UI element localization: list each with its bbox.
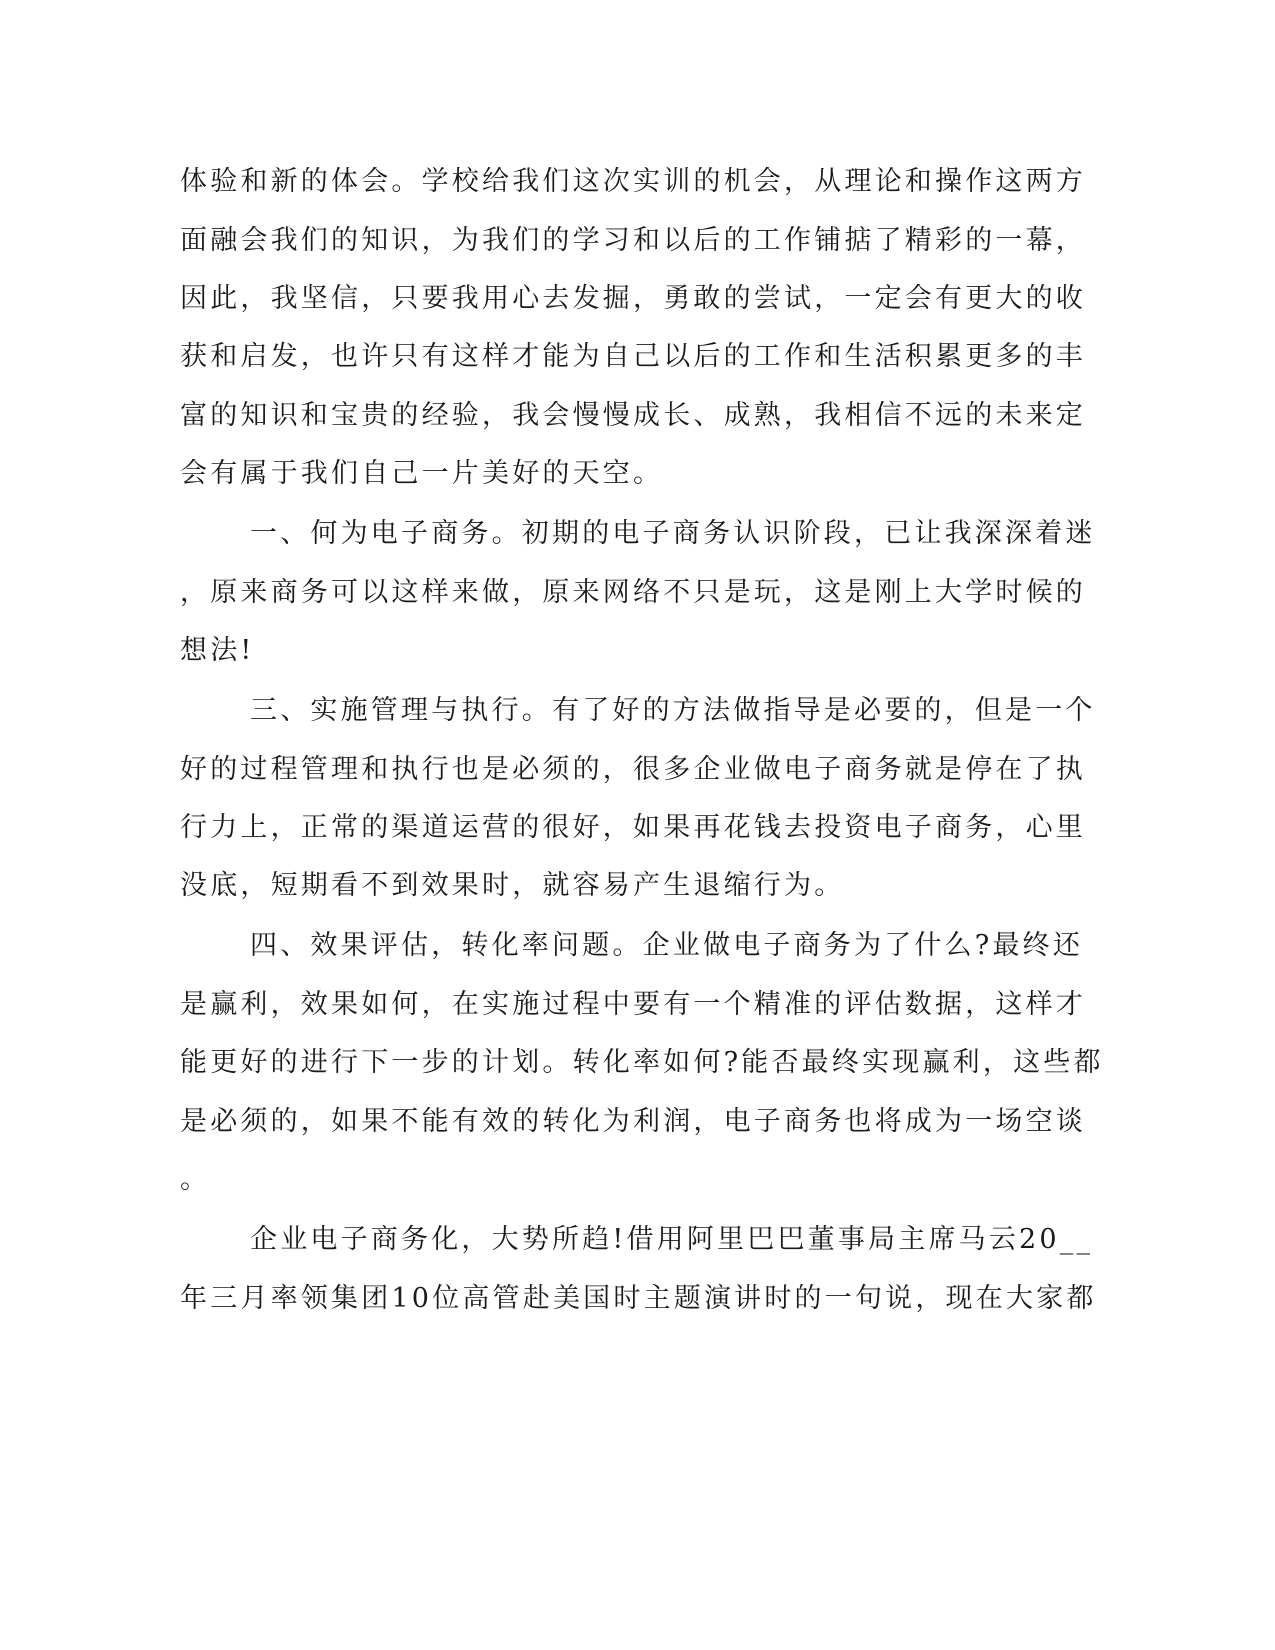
text-line: 没底，短期看不到效果时，就容易产生退缩行为。	[180, 870, 845, 901]
section-heading-line: 四、效果评估，转化率问题。企业做电子商务为了什么?最终还	[250, 930, 1084, 961]
text-line: 是赢利，效果如何，在实施过程中要有一个精准的评估数据，这样才	[180, 989, 1086, 1020]
text-line: 会有属于我们自己一片美好的天空。	[180, 458, 664, 489]
text-line: 因此，我坚信，只要我用心去发掘，勇敢的尝试，一定会有更大的收	[180, 283, 1086, 314]
text-line: 面融会我们的知识，为我们的学习和以后的工作铺掂了精彩的一幕，	[180, 225, 1086, 256]
text-line: 能更好的进行下一步的计划。转化率如何?能否最终实现赢利，这些都	[180, 1047, 1104, 1078]
text-line: 是必须的，如果不能有效的转化为利润，电子商务也将成为一场空谈	[180, 1106, 1086, 1137]
paragraph-start-line: 企业电子商务化，大势所趋!借用阿里巴巴董事局主席马云20__	[250, 1224, 1094, 1255]
text-line: 想法!	[180, 635, 255, 666]
section-heading-line: 一、何为电子商务。初期的电子商务认识阶段，已让我深深着迷	[250, 518, 1096, 549]
text-line: 年三月率领集团10位高管赴美国时主题演讲时的一句说，现在大家都	[180, 1283, 1097, 1314]
text-line: 好的过程管理和执行也是必须的，很多企业做电子商务就是停在了执	[180, 754, 1086, 785]
text-line: 行力上，正常的渠道运营的很好，如果再花钱去投资电子商务，心里	[180, 812, 1086, 843]
section-heading-line: 三、实施管理与执行。有了好的方法做指导是必要的，但是一个	[250, 695, 1096, 726]
text-line: 体验和新的体会。学校给我们这次实训的机会，从理论和操作这两方	[180, 166, 1086, 197]
text-line: ，原来商务可以这样来做，原来网络不只是玩，这是刚上大学时候的	[180, 577, 1086, 608]
text-line: 获和启发，也许只有这样才能为自己以后的工作和生活积累更多的丰	[180, 341, 1086, 372]
text-line: 。	[180, 1164, 211, 1195]
text-line: 富的知识和宝贵的经验，我会慢慢成长、成熟，我相信不远的未来定	[180, 400, 1086, 431]
